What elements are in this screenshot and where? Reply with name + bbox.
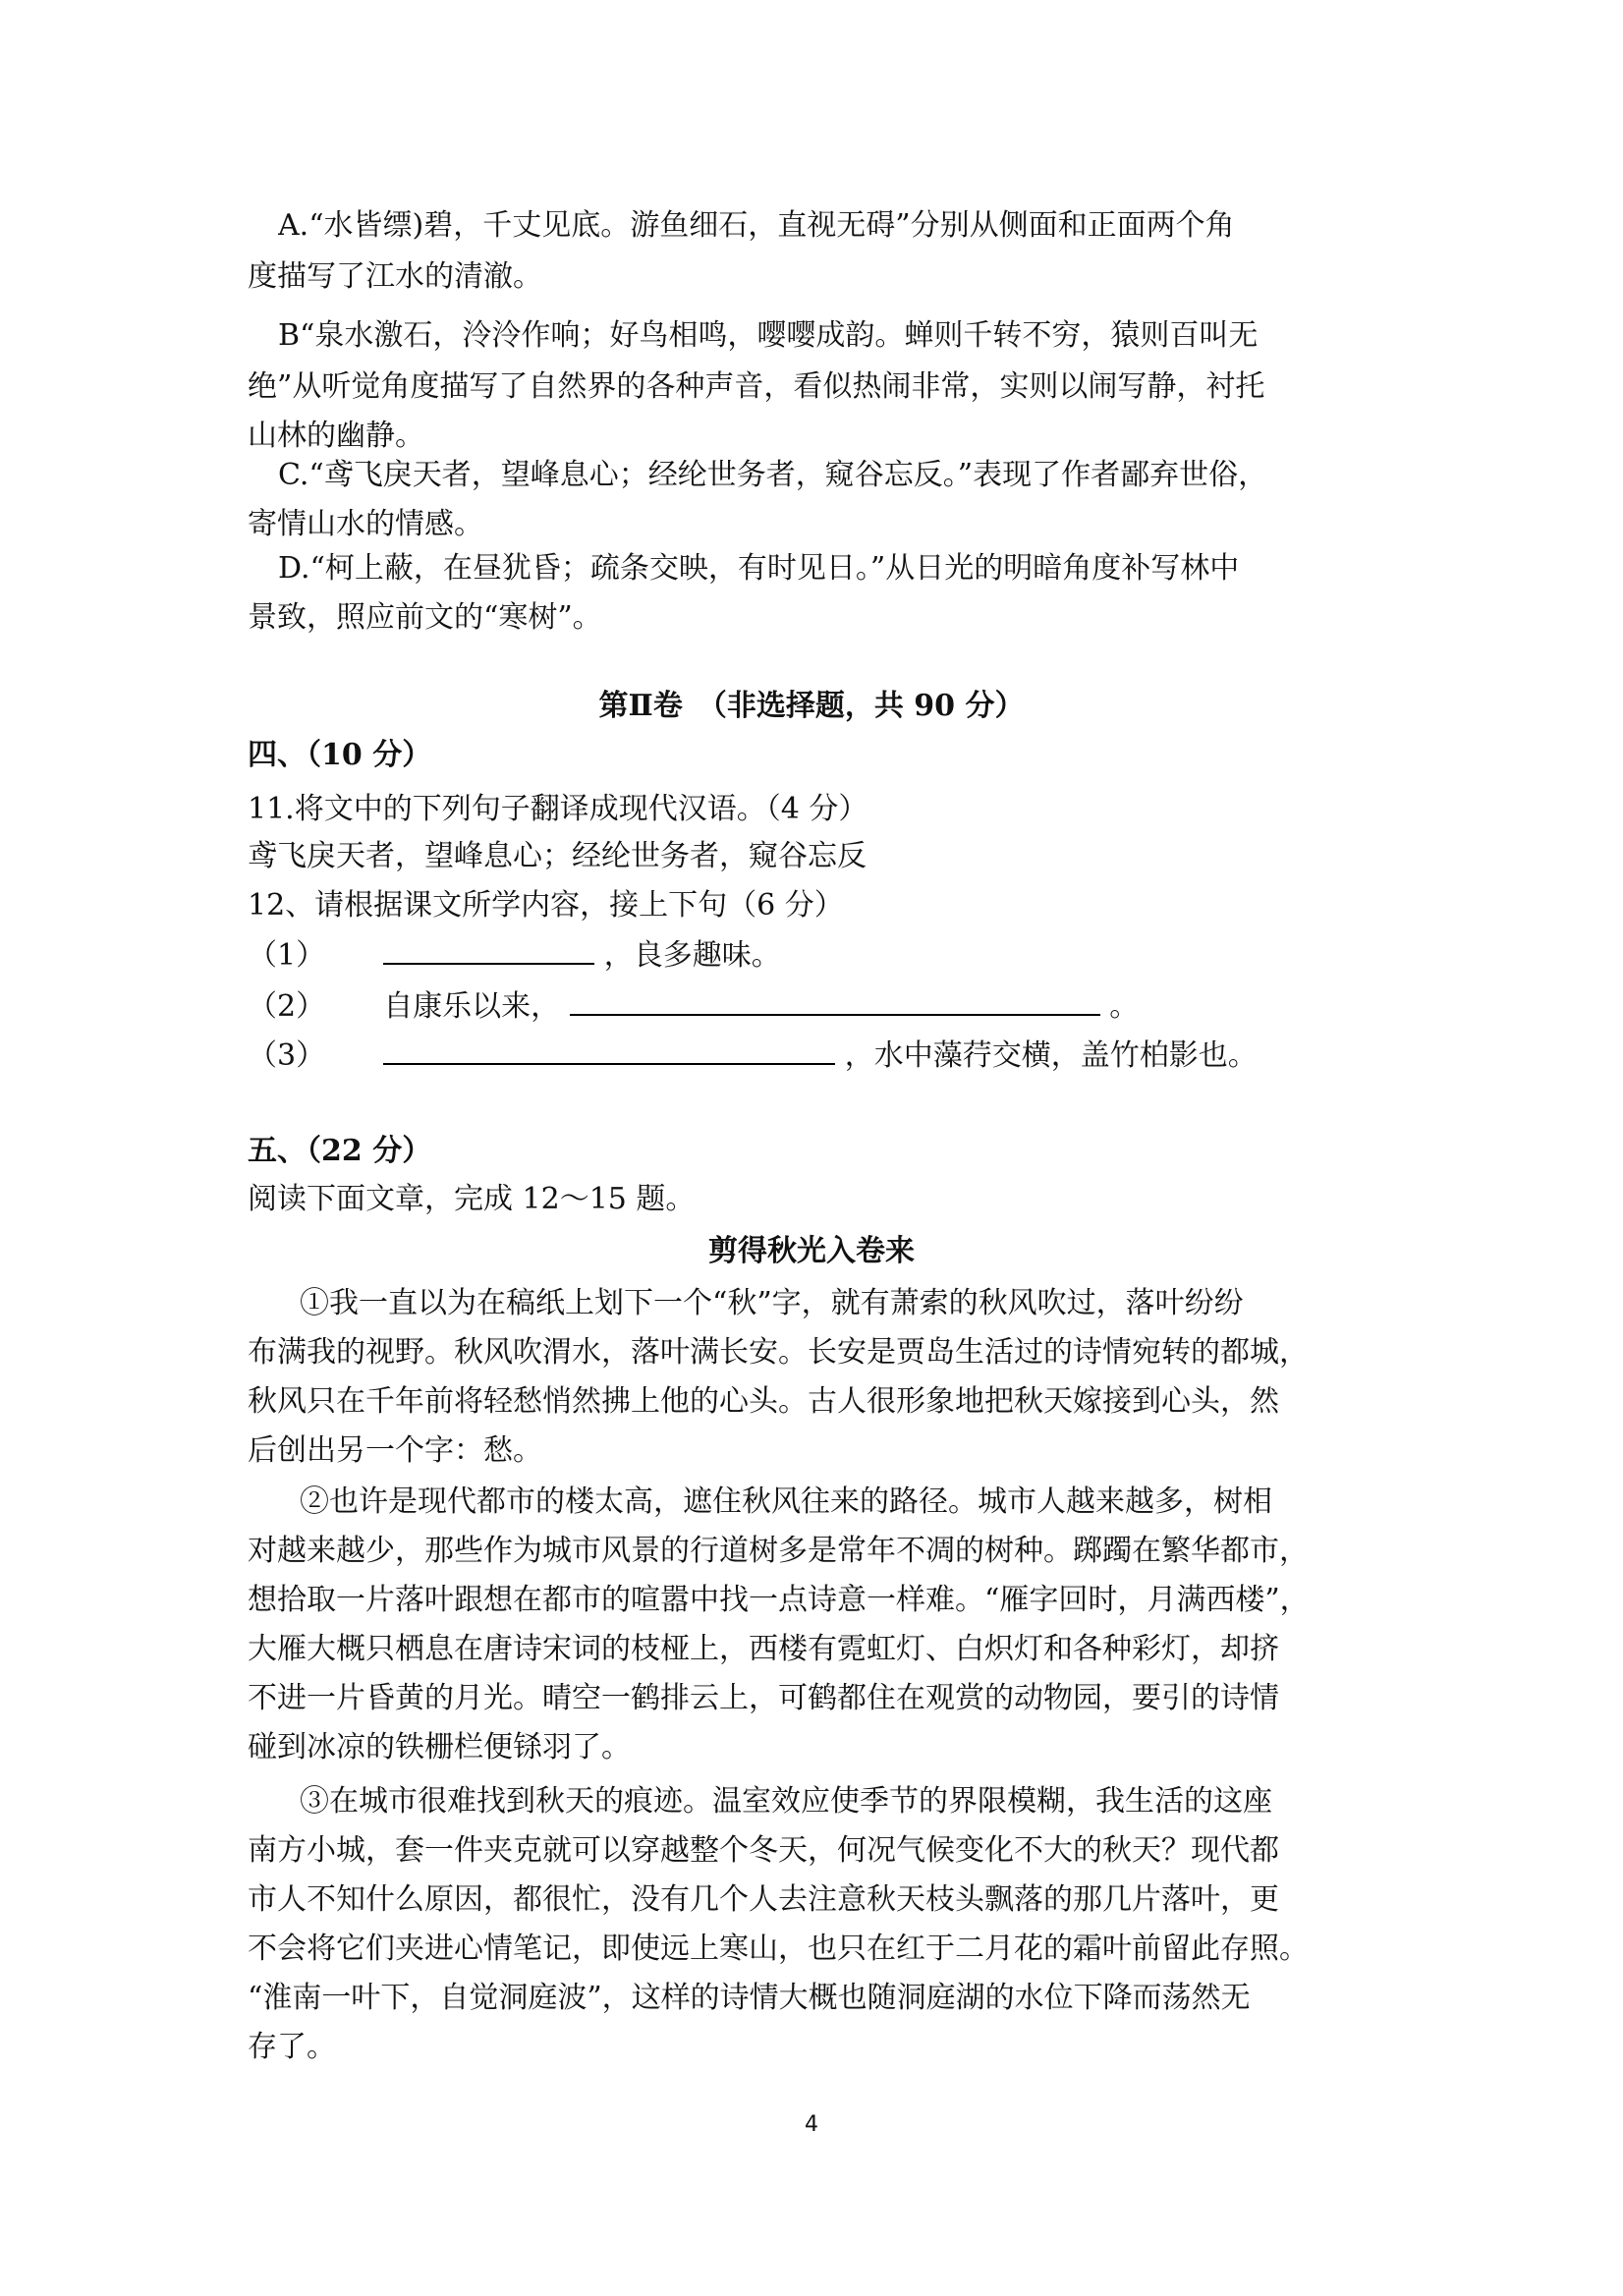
question-11-text: 鸢飞戾天者，望峰息心；经纶世务者，窥谷忘反 [248,839,867,873]
paragraph-3-line: 不会将它们夹进心情笔记，即使远上寒山，也只在红于二月花的霜叶前留此存照。 [248,1932,1309,1966]
paragraph-2-line: 想拾取一片落叶跟想在都市的喧嚣中找一点诗意一样难。“雁字回时，月满西楼”， [248,1583,1310,1617]
option-d-line-2: 景致，照应前文的“寒树”。 [248,600,602,635]
fill-item-number: （2） [248,989,326,1024]
part2-title: 第Ⅱ卷 （非选择题，共 90 分） [598,689,1025,723]
fill-item-3 [248,1032,1387,1080]
paragraph-1-line: ①我一直以为在稿纸上划下一个“秋”字，就有萧索的秋风吹过，落叶纷纷 [300,1286,1244,1320]
section4-heading: 四、（10 分） [248,738,432,772]
paragraph-1-line: 后创出另一个字：愁。 [248,1433,542,1468]
answer-blank [383,931,594,965]
paragraph-3-line: 存了。 [248,2030,336,2064]
paragraph-2-line: 对越来越少，那些作为城市风景的行道树多是常年不凋的树种。踯躅在繁华都市， [248,1534,1309,1568]
paragraph-1-line: 布满我的视野。秋风吹渭水，落叶满长安。长安是贾岛生活过的诗情宛转的都城， [248,1335,1309,1370]
fill-item-before: 自康乐以来， [383,989,561,1024]
page-number: 4 [805,2112,818,2137]
option-b-line-3: 山林的幽静。 [248,419,424,453]
option-a-line-2: 度描写了江水的清澈。 [248,259,542,294]
paragraph-3-line: “淮南一叶下，自觉洞庭波”，这样的诗情大概也随洞庭湖的水位下降而荡然无 [248,1981,1251,2015]
option-b-line-1: B“泉水激石，泠泠作响；好鸟相鸣，嘤嘤成韵。蝉则千转不穷，猿则百叫无 [278,318,1259,353]
question-11: 11.将文中的下列句子翻译成现代汉语。（4 分） [248,792,868,826]
article-title: 剪得秋光入卷来 [708,1234,915,1268]
fill-item-2 [248,982,1387,1031]
fill-item-after: 。 [1109,989,1140,1024]
fill-item-number: （1） [248,938,326,973]
paragraph-3-line: 南方小城，套一件夹克就可以穿越整个冬天，何况气候变化不大的秋天？现代都 [248,1833,1279,1868]
reading-instruction: 阅读下面文章，完成 12～15 题。 [248,1182,696,1216]
fill-item-number: （3） [248,1038,326,1073]
section5-heading: 五、（22 分） [248,1134,432,1168]
paragraph-3-line: 市人不知什么原因，都很忙，没有几个人去注意秋天枝头飘落的那几片落叶，更 [248,1882,1279,1917]
paragraph-2-line: 大雁大概只栖息在唐诗宋词的枝桠上，西楼有霓虹灯、白炽灯和各种彩灯，却挤 [248,1632,1279,1666]
paragraph-1-line: 秋风只在千年前将轻愁悄然拂上他的心头。古人很形象地把秋天嫁接到心头，然 [248,1384,1279,1419]
paragraph-2-line: 不进一片昏黄的月光。晴空一鹤排云上，可鹤都住在观赏的动物园，要引的诗情 [248,1681,1279,1715]
option-b-line-2: 绝”从听觉角度描写了自然界的各种声音，看似热闹非常，实则以闹写静，衬托 [248,369,1265,404]
answer-blank [570,982,1100,1016]
fill-item-after: ，良多趣味。 [603,938,781,973]
fill-item-after: ，水中藻荇交横，盖竹柏影也。 [844,1038,1258,1073]
option-d-line-1: D.“柯上蔽，在昼犹昏；疏条交映，有时见日。”从日光的明暗角度补写林中 [278,551,1240,586]
paragraph-2-line: 碰到冰凉的铁栅栏便铩羽了。 [248,1730,631,1764]
paragraph-3-line: ③在城市很难找到秋天的痕迹。温室效应使季节的界限模糊，我生活的这座 [300,1784,1272,1819]
question-12: 12、请根据课文所学内容，接上下句（6 分） [248,888,844,923]
option-c-line-1: C.“鸢飞戾天者，望峰息心；经纶世务者，窥谷忘反。”表现了作者鄙弃世俗， [278,458,1268,492]
answer-blank [383,1032,835,1065]
fill-item-1 [248,931,1387,980]
option-c-line-2: 寄情山水的情感。 [248,507,483,541]
paragraph-2-line: ②也许是现代都市的楼太高，遮住秋风往来的路径。城市人越来越多，树相 [300,1484,1272,1519]
option-a-line-1: A.“水皆缥)碧，千丈见底。游鱼细石，直视无碍”分别从侧面和正面两个角 [278,208,1235,243]
